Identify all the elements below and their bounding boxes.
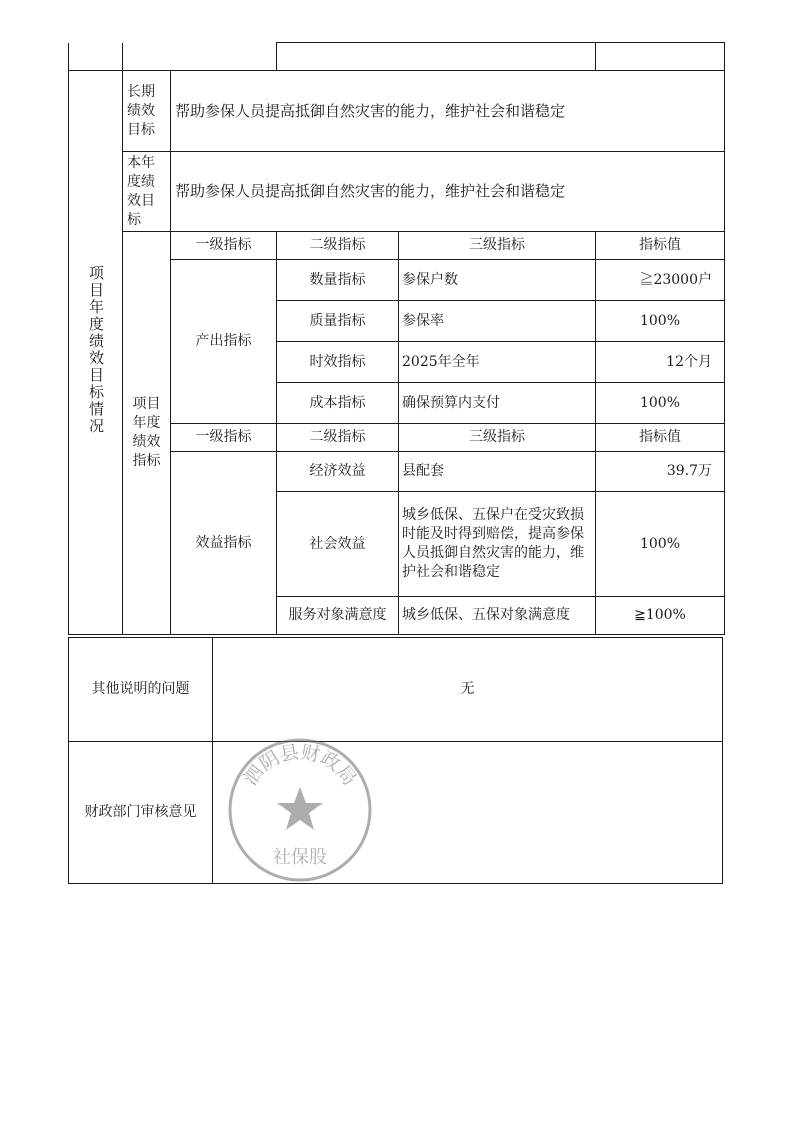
continuation-row — [69, 43, 725, 71]
long-term-goal-label: 长期绩效目标 — [123, 71, 171, 152]
output-level2: 成本指标 — [277, 383, 399, 424]
annual-goal-row — [69, 152, 725, 232]
annual-goal-text: 帮助参保人员提高抵御自然灾害的能力，维护社会和谐稳定 — [171, 152, 725, 232]
benefit-level2: 经济效益 — [277, 452, 399, 492]
benefit-indicator-label: 效益指标 — [171, 452, 277, 635]
other-issues-row — [69, 638, 723, 742]
header-level1: 一级指标 — [171, 424, 277, 452]
output-level2: 时效指标 — [277, 342, 399, 383]
output-indicator-label: 产出指标 — [171, 260, 277, 424]
annual-goal-label: 本年度绩效目标 — [123, 152, 171, 232]
other-issues-label: 其他说明的问题 — [69, 638, 213, 742]
finance-review-row — [69, 742, 723, 884]
output-value: ≧23000户 — [596, 260, 725, 301]
output-level3: 2025年全年 — [399, 342, 596, 383]
header-level2: 二级指标 — [277, 232, 399, 260]
output-value: 100% — [596, 383, 725, 424]
section-title — [69, 71, 123, 635]
benefit-value: 100% — [596, 492, 725, 597]
header-level1: 一级指标 — [171, 232, 277, 260]
output-level2: 数量指标 — [277, 260, 399, 301]
benefit-level2: 服务对象满意度 — [277, 597, 399, 635]
benefit-value: ≧100% — [596, 597, 725, 635]
finance-review-label: 财政部门审核意见 — [69, 742, 213, 884]
benefit-value: 39.7万 — [596, 452, 725, 492]
performance-goals-table — [68, 42, 725, 635]
seal-text-top: 泗阴县财政局 — [239, 741, 361, 790]
benefit-level3: 城乡低保、五保对象满意度 — [399, 597, 596, 635]
review-table — [68, 637, 723, 884]
output-level3: 确保预算内支付 — [399, 383, 596, 424]
output-value: 100% — [596, 301, 725, 342]
benefit-level3: 城乡低保、五保户在受灾致损时能及时得到赔偿，提高参保人员抵御自然灾害的能力，维护社会和谐稳定 — [399, 492, 596, 597]
benefit-level3: 县配套 — [399, 452, 596, 492]
seal-text-bottom: 社保股 — [273, 847, 327, 868]
output-value: 12个月 — [596, 342, 725, 383]
finance-review-value — [213, 742, 723, 884]
output-level2: 质量指标 — [277, 301, 399, 342]
long-term-goal-row — [69, 71, 725, 152]
output-level3: 参保户数 — [399, 260, 596, 301]
indicators-label: 项目年度绩效指标 — [123, 232, 171, 635]
header-level3: 三级指标 — [399, 424, 596, 452]
header-value: 指标值 — [596, 232, 725, 260]
header-level3: 三级指标 — [399, 232, 596, 260]
output-level3: 参保率 — [399, 301, 596, 342]
long-term-goal-text: 帮助参保人员提高抵御自然灾害的能力，维护社会和谐稳定 — [171, 71, 725, 152]
benefit-level2: 社会效益 — [277, 492, 399, 597]
other-issues-value: 无 — [213, 638, 723, 742]
header-value: 指标值 — [596, 424, 725, 452]
section-title-text: 项目年度绩效目标情况 — [87, 264, 105, 435]
indicator-header-row — [69, 232, 725, 260]
header-level2: 二级指标 — [277, 424, 399, 452]
